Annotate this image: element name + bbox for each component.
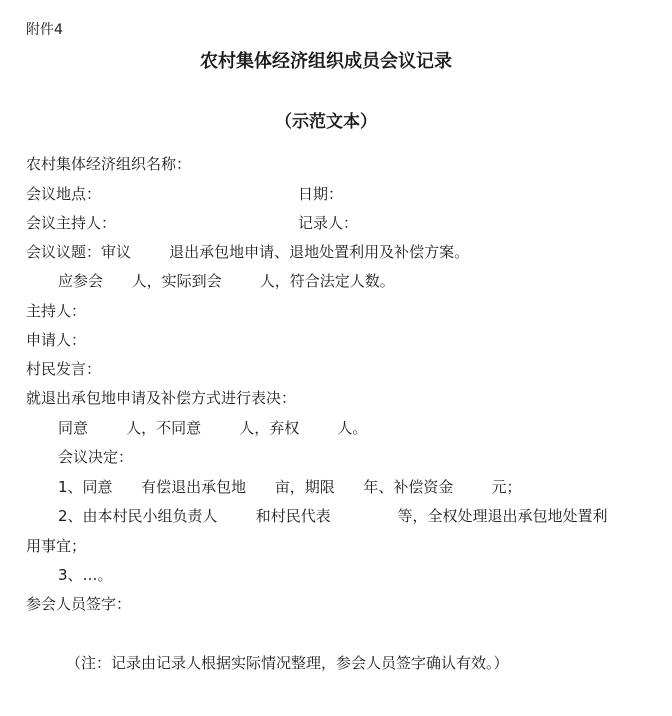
recorder-field: 记录人：: [298, 214, 359, 232]
attachment-label: 附件4: [26, 22, 63, 38]
chair-field: 主持人：: [26, 302, 87, 320]
footer-note: （注：记录由记录人根据实际情况整理，参会人员签字确认有效。）: [66, 654, 509, 672]
decision-item-2: 2、由本村民小组负责人 和村民代表 等，全权处理退出承包地处置利: [58, 507, 608, 525]
signatures-field: 参会人员签字：: [26, 595, 132, 613]
decision-item-3: 3、…。: [58, 566, 113, 584]
document-subtitle: （示范文本）: [275, 112, 377, 132]
org-name-field: 农村集体经济组织名称：: [26, 155, 192, 173]
topic-line: 会议议题：审议 退出承包地申请、退地处置利用及补偿方案。: [26, 243, 470, 261]
vote-intro: 就退出承包地申请及补偿方式进行表决：: [26, 389, 297, 407]
applicant-field: 申请人：: [26, 331, 87, 349]
vote-result: 同意 人，不同意 人，弃权 人。: [58, 419, 368, 437]
decision-item-1: 1、同意 有偿退出承包地 亩，期限 年、补偿资金 元；: [58, 478, 522, 496]
host-field: 会议主持人：: [26, 214, 117, 232]
villager-speech-field: 村民发言：: [26, 360, 102, 378]
location-field: 会议地点：: [26, 185, 102, 203]
decision-item-2-cont: 用事宜；: [26, 537, 87, 555]
document-title: 农村集体经济组织成员会议记录: [200, 51, 452, 72]
decision-label: 会议决定：: [58, 448, 134, 466]
attendance-line: 应参会 人，实际到会 人，符合法定人数。: [58, 272, 395, 290]
date-field: 日期：: [298, 185, 344, 203]
